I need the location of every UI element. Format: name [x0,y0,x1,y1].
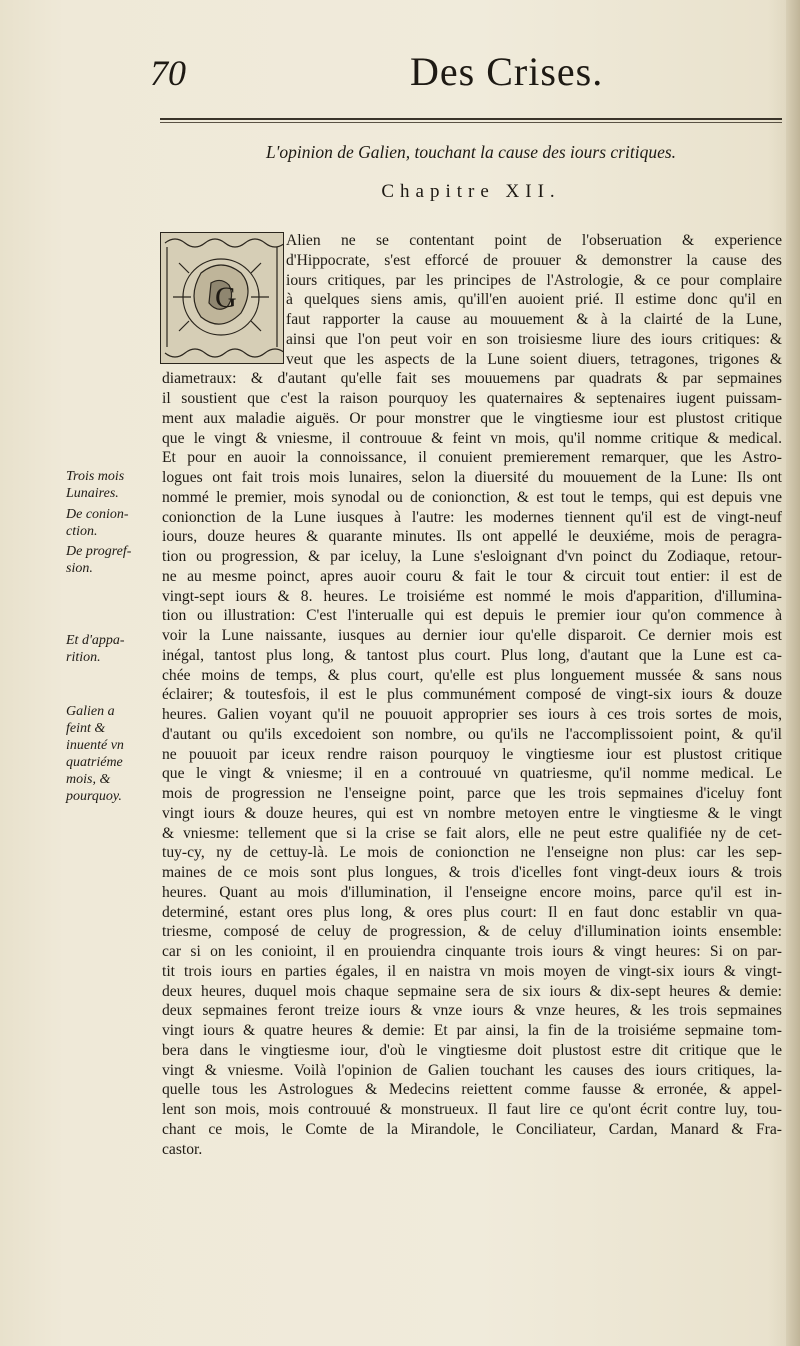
header-rule [160,118,782,120]
text-line: tion ou illustration: C'est l'interualle qui est depuis le premier iour qu'on commence à [162,607,782,625]
margin-note-line: pourquoy. [66,789,122,804]
page-number: 70 [150,53,186,93]
text-line: veut que les aspects de la Lune soient diuers, tetragones, trigones & [286,350,782,368]
text-line: deux sepmaines feront treize iours & vnze iours & vnze heures, & les trois sepmaines [162,1002,782,1020]
margin-note-line: quatriéme [66,755,123,770]
chapter-body [162,231,782,1159]
text-line: ne au mesme poinct, apres auoir couru & fait le tour & circuit tout entier: il est de [162,567,782,585]
text-line: vingt iours & douze heures, qui est vn nombre metoyen entre le vingtiesme & le vingt [162,804,782,822]
text-line: castor. [162,1140,203,1158]
text-line: logues ont fait trois mois lunaires, selon la diuersité du mouuement de la Lune: Ils ont [162,469,782,486]
chapter-heading: Chapitre XII. [381,181,561,202]
header-rule-thin [160,122,782,123]
text-line: tuy-cy, ny de cettuy-là. Le mois de conionction ne l'enseigne non plus: car les sep- [162,844,782,862]
margin-note-line: inuenté vn [66,738,124,753]
text-line: ne pouuoit par iceux rendre raison pourquoy le vingtiesme iour est plustost critique [162,745,782,763]
text-line: car si on les conioint, il en prouiendra cinquante trois iours & vingt heures: Si on par- [162,943,782,960]
text-line: éclairer; & toutesfois, il est le plus communément composé de vingt-six iours & douze [162,686,782,704]
margin-note-line: Trois mois [66,469,125,484]
margin-note-trois-mois [66,468,158,502]
text-line: Alien ne se contentant point de l'obseruation & experience [286,232,782,249]
text-line: voir la Lune naissante, iusques au dernier iour qu'elle disparoit. Ce dernier mois est [162,627,782,644]
text-line: lent son mois, mois controuué & monstrueux. Il faut lire ce qu'ont écrit contre luy, tou- [162,1101,782,1118]
margin-note-galien [66,703,158,805]
margin-note-progression [66,543,158,577]
text-line: tion ou progression, & par iceluy, la Lune s'esloignant d'vn poinct du Zodiaque, retour- [162,548,782,565]
text-line: iours critiques, par les principes de l'Astrologie, & ce pour complaire [286,271,782,289]
margin-note-apparition [66,632,158,666]
text-line: il soustient que c'est la raison pourquoy les quaternaires & septenaires iugent puissam- [162,390,782,407]
text-line: d'autant ou qu'ils excedoient son nombre, ou qu'ils ne l'accomplissoient point, & qu'il [162,725,782,743]
text-line: tit trois iours en parties égales, il en naistra vn mois moyen de vingt-six iours & vingt- [162,962,782,980]
text-line: vingt-sept iours & 8. heures. Le troisiéme est nommé le mois d'apparition, d'illumina- [162,587,782,605]
margin-note-line: Et d'appa- [66,633,125,648]
text-line: bera dans le vingtiesme iour, d'où le vingtiesme doit plustost estre dit critique que le [162,1041,782,1059]
margin-note-line: feint & [66,721,106,736]
margin-note-line: De conion- [66,507,129,522]
margin-note-line: Galien a [66,704,115,719]
text-line: determiné, estant ores plus long, & ores plus court: Il en faut donc establir vn qua- [162,903,782,921]
text-line: chée moins de temps, & plus court, qu'elle est plus longuement mussée & sans nous [162,666,782,684]
text-line: maines de ce mois sont plus longues, & trois d'icelles font vingt-deux iours & trois [162,864,782,881]
text-line: nommé le premier, mois synodal ou de conionction, & est tout le temps, qui est depuis vne [162,488,782,506]
drop-cap-letter: G [215,281,237,314]
margin-note-conionction [66,506,158,540]
text-line: que le vingt & vniesme, il controuue & feint vn mois, qu'il nomme critique & medical. [162,429,782,447]
text-line: ainsi que l'on peut voir en son troisiesme liure des iours critiques: & [286,330,782,348]
text-line: heures. Quant au mois d'illumination, il l'enseigne encore moins, parce qu'il est in- [162,883,782,901]
section-title: L'opinion de Galien, touchant la cause des iours critiques. [265,142,677,162]
text-line: chant ce mois, le Comte de la Mirandole, le Conciliateur, Cardan, Manard & Fra- [162,1120,782,1138]
text-line: heures. Galien voyant qu'il ne pouuoit approprier ses iours à ces trois sortes de mois, [162,706,782,723]
text-line: vingt & vniesme. Voilà l'opinion de Galien touchant les causes des iours critiques, la- [162,1061,782,1079]
margin-note-line: Lunaires. [66,486,119,501]
margin-note-line: sion. [66,561,93,576]
margin-note-line: mois, & [66,772,111,787]
text-line: à quelques siens amis, qu'ill'en auoient prié. Il estime donc qu'il en [286,291,782,309]
text-line: inégal, tantost plus long, & tantost plus court. Plus long, d'autant que la Lune est ca- [162,646,782,664]
text-line: quelle tous les Astrologues & Medecins reiettent comme fausse & erronée, & appel- [162,1081,782,1099]
margin-note-line: rition. [66,650,101,665]
text-line: d'Hippocrate, s'est efforcé de prouuer & demonstrer la cause des [286,251,782,269]
text-line: vingt iours & quatre heures & demie: Et par ainsi, la fin de la troisiéme sepmaine tom- [162,1022,782,1039]
text-line: diametraux: & d'autant qu'elle fait ses mouuemens par quadrats & par sepmaines [162,370,782,388]
text-line: que le vingt & vniesme; il en a controuué vn quatriesme, qu'il nomme medical. Le [162,765,782,783]
margin-note-line: ction. [66,524,98,539]
text-line: conionction de la Lune iusques à l'autre: les modernes tiennent qu'il est de vingt-neuf [162,508,782,526]
text-line: Et pour en auoir la connoissance, il conuient premierement remarquer, que les Astro- [162,449,782,467]
page-edge [786,0,800,1346]
text-line: deux heures, duquel mois chaque sepmaine sera de six iours & dix-sept heures & demie: [162,982,782,1000]
running-head: Des Crises. [410,49,604,94]
text-line: mois de progression ne l'enseigne point, parce que les trois sepmaines d'iceluy font [162,785,782,802]
text-line: iours, douze heures & quarante minutes. Ils ont appellé le deuxiéme, mois de peragra- [162,528,782,546]
text-line: faut rapporter la cause au mouuement & à la clairté de la Lune, [286,311,782,328]
text-line: triesme, composé de celuy de progression, & de celuy d'illumination ioints ensemble: [162,923,782,941]
margin-note-line: De progref- [66,544,132,559]
text-line: ment aux maladie aiguës. Or pour monstrer que le vingtiesme iour est plustost critique [162,409,782,427]
text-line: & vniesme: tellement que si la crise se fait alors, elle ne peut estre qualifiée ny de cet- [162,824,782,842]
